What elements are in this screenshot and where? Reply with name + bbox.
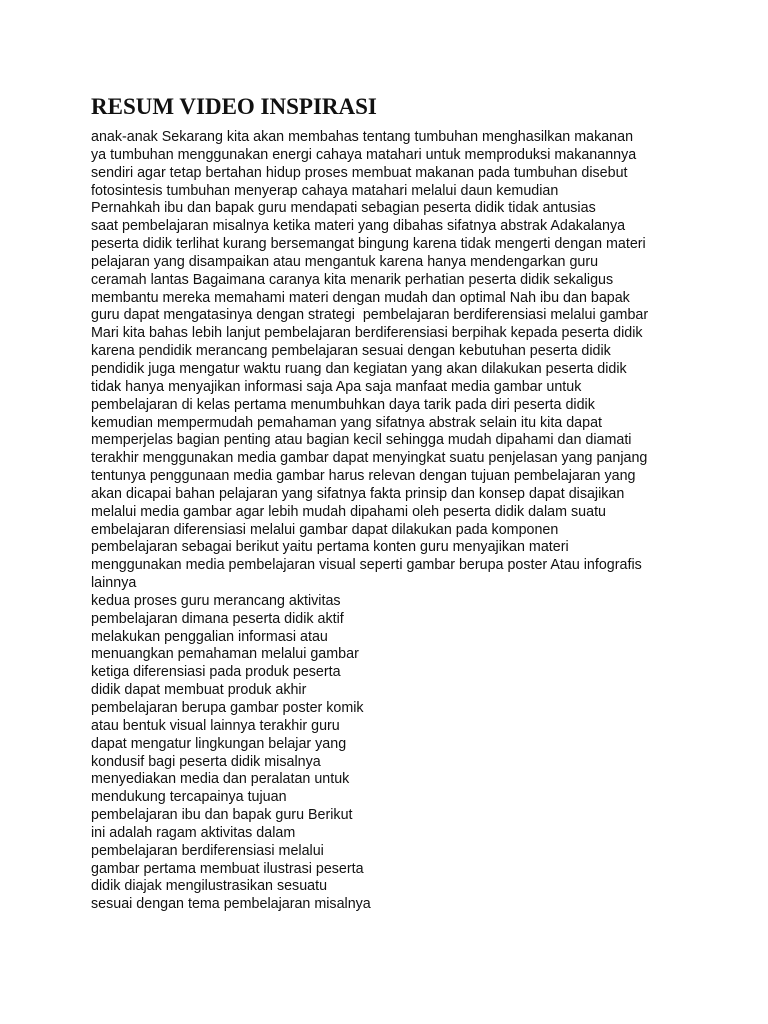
- text-line: ini adalah ragam aktivitas dalam: [91, 824, 296, 841]
- text-line: peserta didik terlihat kurang bersemangat bingung karena tidak mengerti dengan materi: [91, 236, 646, 253]
- text-line: pembelajaran ibu dan bapak guru Berikut: [91, 807, 353, 824]
- text-line: menuangkan pemahaman melalui gambar: [91, 646, 359, 663]
- text-line: pembelajaran berdiferensiasi melalui: [91, 842, 324, 859]
- text-line: ya tumbuhan menggunakan energi cahaya matahari untuk memproduksi makanannya: [91, 146, 637, 163]
- document-body: [91, 129, 731, 914]
- text-line: pendidik juga mengatur waktu ruang dan kegiatan yang akan dilakukan peserta didik: [91, 360, 627, 377]
- text-line: pelajaran yang disampaikan atau mengantuk karena hanya mendengarkan guru: [91, 253, 599, 270]
- text-line: melakukan penggalian informasi atau: [91, 628, 328, 645]
- text-line: pembelajaran sebagai berikut yaitu pertama konten guru menyajikan materi: [91, 539, 569, 556]
- text-line: mendukung tercapainya tujuan: [91, 789, 287, 806]
- text-line: sendiri agar tetap bertahan hidup proses membuat makanan pada tumbuhan disebut: [91, 164, 628, 181]
- text-line: saat pembelajaran misalnya ketika materi yang dibahas sifatnya abstrak Adakalanya: [91, 218, 626, 235]
- text-line: karena pendidik merancang pembelajaran sesuai dengan kebutuhan peserta didik: [91, 343, 611, 360]
- text-line: Mari kita bahas lebih lanjut pembelajaran berdiferensiasi berpihak kepada peserta didik: [91, 325, 643, 342]
- text-line: kedua proses guru merancang aktivitas: [91, 592, 341, 609]
- text-line: Pernahkah ibu dan bapak guru mendapati sebagian peserta didik tidak antusias: [91, 200, 596, 217]
- text-line: tidak hanya menyajikan informasi saja Apa saja manfaat media gambar untuk: [91, 378, 582, 395]
- text-line: tentunya penggunaan media gambar harus relevan dengan tujuan pembelajaran yang: [91, 468, 636, 485]
- text-line: didik diajak mengilustrasikan sesuatu: [91, 878, 328, 895]
- text-line: dapat mengatur lingkungan belajar yang: [91, 735, 347, 752]
- text-line: gambar pertama membuat ilustrasi peserta: [91, 860, 364, 877]
- text-line: lainnya: [91, 575, 137, 592]
- text-line: terakhir menggunakan media gambar dapat menyingkat suatu penjelasan yang panjang: [91, 450, 648, 467]
- document-title: RESUM VIDEO INSPIRASI: [91, 94, 377, 119]
- text-line: guru dapat mengatasinya dengan strategi pembelajaran berdiferensiasi melalui gambar: [91, 307, 649, 324]
- text-line: ceramah lantas Bagaimana caranya kita menarik perhatian peserta didik sekaligus: [91, 271, 614, 288]
- text-line: menyediakan media dan peralatan untuk: [91, 771, 350, 788]
- text-line: akan dicapai bahan pelajaran yang sifatnya fakta prinsip dan konsep dapat disajikan: [91, 485, 625, 502]
- text-line: pembelajaran di kelas pertama menumbuhkan daya tarik pada diri peserta didik: [91, 396, 595, 413]
- text-line: pembelajaran berupa gambar poster komik: [91, 700, 364, 716]
- text-line: membantu mereka memahami materi dengan mudah dan optimal Nah ibu dan bapak: [91, 289, 630, 306]
- text-line: memperjelas bagian penting atau bagian kecil sehingga mudah dipahami dan diamati: [91, 432, 632, 449]
- text-line: melalui media gambar agar lebih mudah dipahami oleh peserta didik dalam suatu: [91, 503, 606, 520]
- text-line: embelajaran diferensiasi melalui gambar dapat dilakukan pada komponen: [91, 521, 559, 538]
- text-line: kondusif bagi peserta didik misalnya: [91, 753, 321, 770]
- text-line: fotosintesis tumbuhan menyerap cahaya matahari melalui daun kemudian: [91, 182, 559, 199]
- text-line: ketiga diferensiasi pada produk peserta: [91, 664, 341, 681]
- text-line: kemudian mempermudah pemahaman yang sifatnya abstrak selain itu kita dapat: [91, 414, 603, 431]
- text-line: didik dapat membuat produk akhir: [91, 682, 307, 699]
- text-line: anak-anak Sekarang kita akan membahas tentang tumbuhan menghasilkan makanan: [91, 129, 634, 145]
- text-line: atau bentuk visual lainnya terakhir guru: [91, 717, 340, 734]
- text-line: pembelajaran dimana peserta didik aktif: [91, 610, 344, 627]
- text-line: sesuai dengan tema pembelajaran misalnya: [91, 896, 371, 913]
- text-line: menggunakan media pembelajaran visual seperti gambar berupa poster Atau infografis: [91, 557, 642, 574]
